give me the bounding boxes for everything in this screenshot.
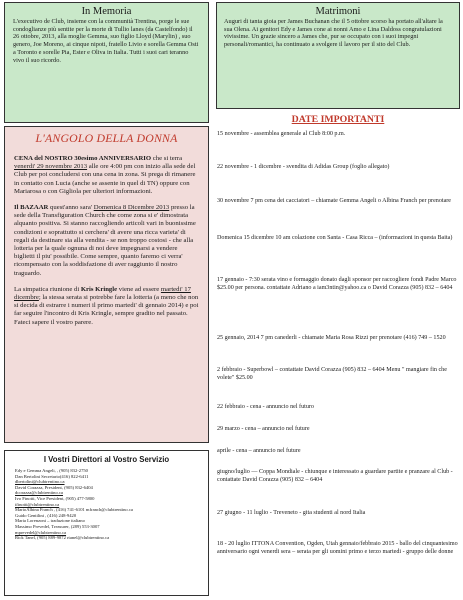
event-item: 2 febbraio - Superbowl – contattate David Corazza (905) 832 – 6404 Menu " mangiare fin che volete" $25.00	[217, 367, 447, 381]
event-item: 30 novembre 7 pm cena dei cacciatori – chiamate Gemma Angeli o Albina Franch per prenotare	[217, 198, 452, 204]
bazaar-lead: Il BAZAAR	[14, 204, 49, 212]
kringle-lead: Kris Kringle	[80, 285, 118, 293]
event-item: aprile - cena – annuncio nel future	[217, 448, 301, 454]
event-item: 22 febbraio - cena - annuncio nel futuro	[217, 404, 314, 410]
bazaar-date: Domenica 8 Dicembre 2013	[93, 204, 170, 212]
event-item: 29 marzo - cena – annuncio nel future	[217, 426, 310, 432]
event-item: 17 gennaio - 7:30 serata vino e formaggio donato dagli sponsor per raccogliere fondi Padre Marco $25.00 per persona. contattate Adriano a iam3ntin@yahoo.ca o David Corazza (905) 832 – 6404	[217, 277, 457, 291]
event-item: 25 gennaio, 2014 7 pm canederli - chiamate Maria Rosa Rizzi per prenotare (416) 749 – 1520	[217, 335, 446, 341]
angolo-para-bazaar	[14, 204, 199, 278]
matrimoni-box	[216, 2, 460, 109]
email-link[interactable]: dcorazza@clubtrentino.ca	[15, 490, 63, 496]
angolo-box	[4, 126, 209, 443]
kringle-text-a: La simpatica riunione di	[14, 285, 81, 293]
matrimoni-title: Matrimoni	[315, 6, 361, 17]
email-link[interactable]: ifinotti@clubtrentino.ca	[15, 501, 60, 507]
direttore-line: MarioAlbina Franch , (416) 741-6101 mfranch@clubtrentino.ca	[15, 507, 133, 513]
memoria-title: In Memoria	[81, 6, 132, 17]
direttore-line: Maria Lorenzoni – traduzione italiano	[15, 518, 85, 524]
direttore-line: Dan Bertolini Secretario(416) 822-6411	[15, 473, 89, 479]
direttore-line: Ivo Finotti, Vice President, (905) 477-5800	[15, 495, 95, 501]
event-item: 27 giugno - 11 luglio - Treveneto - gita studenti al nord Italia	[217, 510, 366, 516]
cena-date: venerdi' 29 novembre 2013	[14, 163, 88, 171]
kringle-text-c: ; la stessa serata si potrebbe fare la lotteria (a meno che non si decida di estrarre i numeri il primo martedi' di gennaio 2014) e poi far seguire l'incontro di Kris Kringle, sempre gradito nel passato. Fateci sapere il vostro parere.	[14, 294, 199, 326]
angolo-para-cena	[14, 155, 199, 196]
cena-text-b: alle ore 4:00 pm con inizio alla sede del Club per poi concludersi con una cena in zona. Si prega di rimanere in contatto con Lucia (anche se assente in quel di TN) oppure con Mariarosa o con Gigliola per ulteriori informazioni.	[14, 163, 196, 195]
kringle-text-b: viene ad essere	[117, 285, 161, 293]
memoria-box	[4, 2, 209, 123]
event-item: 15 novembre - assemblea generale al Club 8:00 p.m.	[217, 131, 346, 137]
matrimoni-text: Auguri di tanta gioia per James Buchanan che il 5 ottobre scorso ha portato all'altare la sua Olena. Ai genitori Edy e James cone ai nonni Amo e Lina Daldoss congratulazioni vivissime. Un grazie sincero a James che, pur se occupato con i suoi impegni personali/romantici, ha continuato a svolgere il lavoro per il sito del Club.	[224, 18, 443, 49]
email-link[interactable]: dbertolini@clubtrentino.ca	[15, 479, 65, 485]
kringle-date: martedi' 17 dicembre	[14, 285, 191, 302]
email-link[interactable]: mprevedel@clubtrentino.ca	[15, 529, 67, 535]
direttore-line: Massimo Prevedel, Treasurer, (289) 553-3007	[15, 523, 100, 529]
direttore-line: David Corazza, President, (905) 832-6404	[15, 484, 93, 490]
event-item: Domenica 15 dicembre 10 am colazione con Santa - Casa Ricca – (informazioni in questa Baita)	[217, 235, 453, 241]
direttori-list	[15, 468, 198, 541]
cena-text-a: che si terra	[151, 155, 183, 162]
angolo-title: L'ANGOLO DELLA DONNA	[35, 131, 178, 145]
bazaar-text-a: quest'anno sara'	[48, 204, 94, 212]
event-item: 18 - 20 luglio ITTONA Convention, Ogden, Utah gennaio/febbraio 2015 - ballo del cinquantesimo anniversario ogni venerdi sera – serata per gli uomini primo e terzo martedi - gruppo delle donne	[217, 541, 458, 555]
event-item: 22 novembre - 1 dicembre - svendita di Adidas Group (foglio allegato)	[217, 164, 390, 170]
direttori-title: I Vostri Direttori al Vostro Servizio	[43, 455, 170, 464]
date-importanti-title: DATE IMPORTANTI	[291, 114, 385, 125]
bazaar-text-b: presso la sede della Transfiguration Church che come zona si e' dimostrata alquanto positiva. Si stanno raccogliendo articoli vari in buonissime condizioni e soprattutto si cerchera' di avere una ricca varieta' di regali da destinare sia alla vendita - se non troppo costosi - che alla lotteria per la quale ognuna di noi deve impegnarsi a vendere biglietti il piu' possibile. Come sempre, quanto faremo ci verra' ricompensato con la soddisfazione di aver raggiunto il nostro traguardo.	[14, 204, 196, 277]
direttore-line: Edy e Gemma Angeli, , (905) 832-2750	[15, 468, 88, 473]
direttore-line: Guido Gentilini , (416) 248-9420	[15, 512, 77, 518]
angolo-para-kringle	[14, 286, 199, 327]
event-item: giugno/luglio — Coppa Mondiale - chiunque e interessato a guardare partite e pranzare al Club - contattate David Corazza (905) 832 – 6404	[217, 469, 453, 483]
direttori-box	[4, 450, 209, 596]
direttore-line: Rick Tanel, (905) 889-9872 rtanel@clubtrentino.ca	[15, 535, 110, 541]
cena-lead: CENA del NOSTRO 30esimo ANNIVERSARIO	[14, 155, 152, 162]
memoria-text: L'executivo de Club, insieme con la communità Trentina, porge le sue condoglianze più sentite per la morte di Tullio lanes (da Castelfondo) il 26 ottobre, 2013, alla moglie Gemma, suo figlio Lloyd (Marylin) , suo genero, Joe Moreno, ai cinque nipoti, fratello Livio e sorella Gemma Osti a Toronto e sorelle Pia, Ester e Oliva in Italia. Tutti i suoi cari teranno vivo il suo ricordo.	[13, 18, 199, 64]
